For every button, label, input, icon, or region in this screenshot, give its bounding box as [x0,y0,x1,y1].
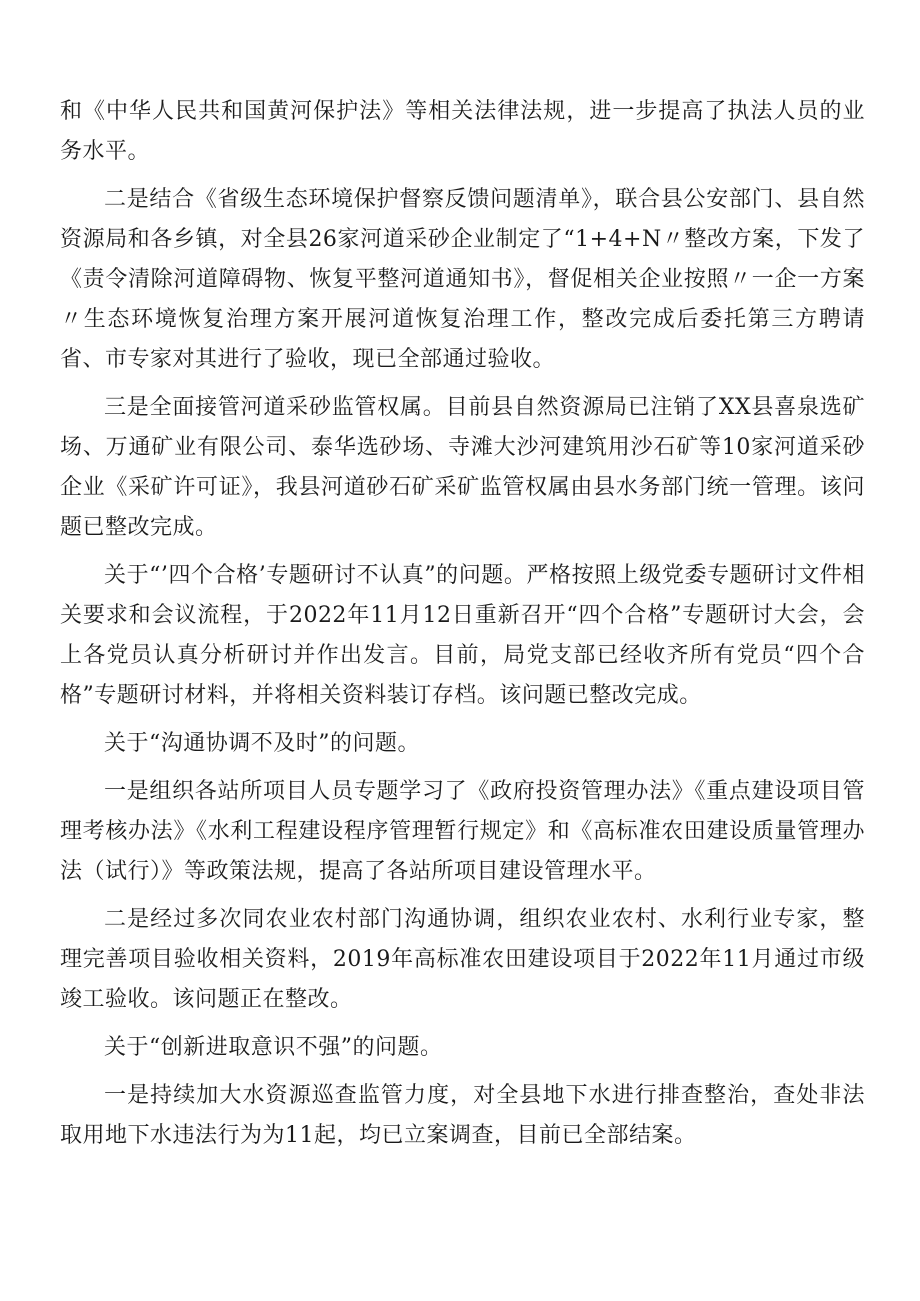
paragraph-8: 关于“创新进取意识不强”的问题。 [104,1035,443,1060]
paragraph-2: 二是结合《省级生态环境保护督察反馈问题清单》，联合县公安部门、县自然资源局和各乡镇，对全县26家河道采砂企业制定了“1+4+N〃整改方案，下发了《责令清除河道障碍物、恢复平整河道通知书》，督促相关企业按照〃一企一方案〃生态环境恢复治理方案开展河道恢复治理工作，整改完成后委托第三方聘请省、市专家对其进行了验收，现已全部通过验收。 [60,187,865,372]
paragraph-1: 和《中华人民共和国黄河保护法》等相关法律法规，进一步提高了执法人员的业务水平。 [60,99,865,164]
paragraph-4: 关于“’四个合格’专题研讨不认真”的问题。严格按照上级党委专题研讨文件相关要求和会议流程，于2022年11月12日重新召开“四个合格”专题研讨大会，会上各党员认真分析研讨并作出发言。目前，局党支部已经收齐所有党员“四个合格”专题研讨材料，并将相关资料装订存档。该问题已整改完成。 [60,563,865,708]
paragraph-6: 一是组织各站所项目人员专题学习了《政府投资管理办法》《重点建设项目管理考核办法》《水利工程建设程序管理暂行规定》和《高标准农田建设质量管理办法（试行）》等政策法规，提高了各站所项目建设管理水平。 [60,779,865,884]
paragraph-3: 三是全面接管河道采砂监管权属。目前县自然资源局已注销了XX县喜泉选矿场、万通矿业有限公司、泰华选砂场、寺滩大沙河建筑用沙石矿等10家河道采砂企业《采矿许可证》，我县河道砂石矿采矿监管权属由县水务部门统一管理。该问题已整改完成。 [60,395,865,540]
document-body [60,92,865,1164]
paragraph-5: 关于“沟通协调不及时”的问题。 [104,731,420,756]
paragraph-9: 一是持续加大水资源巡查监管力度，对全县地下水进行排查整治，查处非法取用地下水违法行为为11起，均已立案调查，目前已全部结案。 [60,1083,865,1148]
paragraph-7: 二是经过多次同农业农村部门沟通协调，组织农业农村、水利行业专家，整理完善项目验收相关资料，2019年高标准农田建设项目于2022年11月通过市级竣工验收。该问题正在整改。 [60,907,865,1012]
